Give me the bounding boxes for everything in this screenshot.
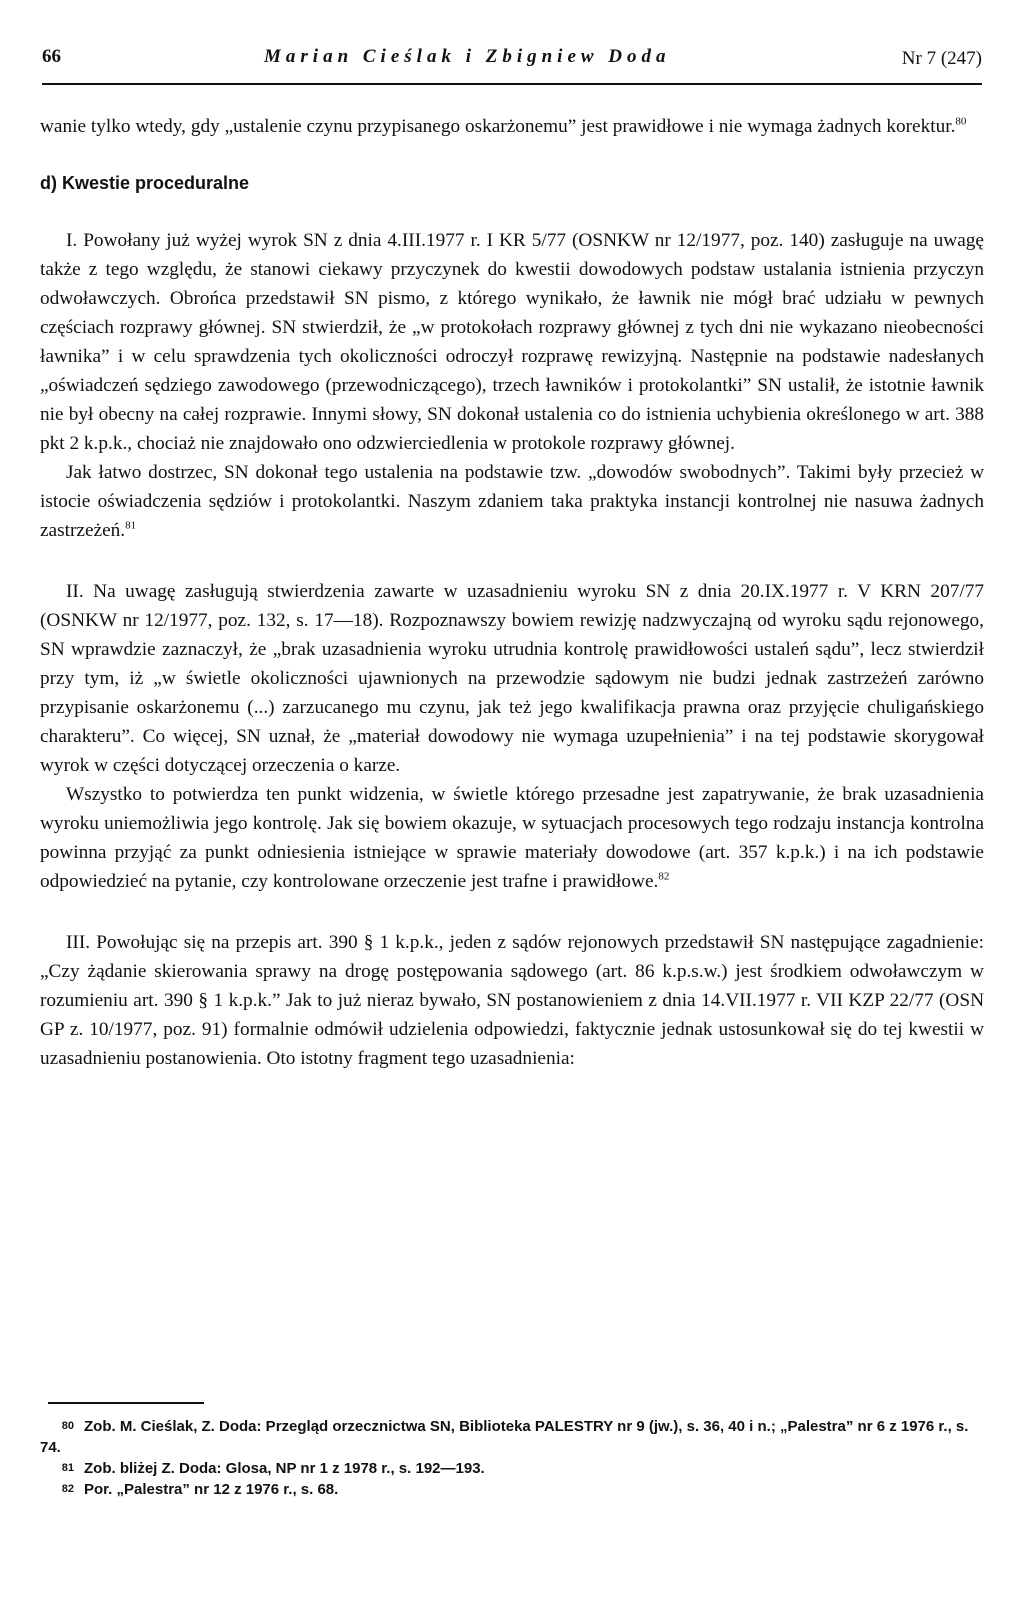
footnote-text: Zob. bliżej Z. Doda: Glosa, NP nr 1 z 1978 r., s. 192—193.: [84, 1460, 485, 1477]
running-title: Marian Cieślak i Zbigniew Doda: [264, 46, 671, 67]
paragraph-continuation: [40, 112, 984, 141]
footnote-81: [40, 1458, 984, 1479]
header-rule: [42, 83, 982, 85]
paragraph-text: Jak łatwo dostrzec, SN dokonał tego ustalenia na podstawie tzw. „dowodów swobodnych”. Takimi były przecież w istocie oświadczenia sędziów i protokolantki. Naszym zdaniem taka praktyka instancji kontrolnej nie nasuwa żadnych zastrzeżeń.: [40, 462, 984, 541]
paragraph-III: III. Powołując się na przepis art. 390 § 1 k.p.k., jeden z sądów rejonowych przedstawił SN następujące zagadnienie: „Czy żądanie skierowania sprawy na drogę postępowania sądowego (art. 86 k.p.s.w.) jest środkiem odwoławczym w rozumieniu art. 390 § 1 k.p.k.” Jak to już nieraz bywało, SN postanowieniem z dnia 14.VII.1977 r. VII KZP 22/77 (OSN GP z. 10/1977, poz. 91) formalnie odmówił udzielenia odpowiedzi, faktycznie jednak ustosunkował się do tej kwestii w uzasadnieniu postanowienia. Oto istotny fragment tego uzasadnienia:: [40, 932, 984, 1069]
paragraph-swobodne: [40, 458, 984, 545]
body-text: [40, 112, 984, 1073]
paragraph-uzasadnienie: [40, 780, 984, 896]
footnote-ref-81: 81: [125, 519, 137, 532]
footnote-ref-80: 80: [955, 115, 967, 128]
footnote-82: [40, 1479, 984, 1500]
footnote-text: Por. „Palestra” nr 12 z 1976 r., s. 68.: [84, 1481, 339, 1498]
paragraph-text: Wszystko to potwierdza ten punkt widzenia, w świetle którego przesadne jest zapatrywanie, że brak uzasadnienia wyroku uniemożliwia jego kontrolę. Jak się bowiem okazuje, w sytuacjach procesowych tego rodzaju instancja kontrolna powinna przyjąć za punkt odniesienia istniejące w sprawie materiały dowodowe (art. 357 k.p.k.) i na ich podstawie odpowiedzieć na pytanie, czy kontrolowane orzeczenie jest trafne i prawidłowe.: [40, 784, 984, 892]
footnote-text: Zob. M. Cieślak, Z. Doda: Przegląd orzecznictwa SN, Biblioteka PALESTRY nr 9 (jw.), s. 36, 40 i n.; „Palestra” nr 6 z 1976 r., s. 74.: [40, 1418, 969, 1456]
section-subheading: d) Kwestie proceduralne: [40, 173, 250, 193]
page-header: [42, 36, 982, 76]
footnotes: [40, 1416, 984, 1500]
footnote-number: 82: [61, 1483, 74, 1495]
footnote-number: 81: [61, 1462, 74, 1474]
paragraph-text: wanie tylko wtedy, gdy „ustalenie czynu przypisanego oskarżonemu” jest prawidłowe i nie wymaga żadnych korektur.: [40, 116, 956, 137]
footnote-number: 80: [61, 1420, 74, 1432]
paragraph-II: II. Na uwagę zasługują stwierdzenia zawarte w uzasadnieniu wyroku SN z dnia 20.IX.1977 r. V KRN 207/77 (OSNKW nr 12/1977, poz. 132, s. 17—18). Rozpoznawszy bowiem rewizję nadzwyczajną od wyroku sądu rejonowego, SN wprawdzie zaznaczył, że „brak uzasadnienia wyroku utrudnia kontrolę prawidłowości ustaleń sądu”, lecz stwierdził przy tym, iż „w świetle okoliczności ujawnionych na przewodzie sądowym nie budzi jednak zastrzeżeń zarówno przypisanie oskarżonemu (...) zarzucanego mu czynu, jak też jego kwalifikacja prawna oraz przyjęcie chuligańskiego charakteru”. Co więcej, SN uznał, że „materiał dowodowy nie wymaga uzupełnienia” i na tej podstawie skorygował wyrok w części dotyczącej orzeczenia o karze.: [40, 581, 984, 776]
paragraph-I: I. Powołany już wyżej wyrok SN z dnia 4.III.1977 r. I KR 5/77 (OSNKW nr 12/1977, poz. 140) zasługuje na uwagę także z tego względu, że stanowi ciekawy przyczynek do kwestii dowodowych podstaw ustalania istnienia przyczyn odwoławczych. Obrońca przedstawił SN pismo, z którego wynikało, że ławnik nie mógł brać udziału w pewnych częściach rozprawy głównej. SN stwierdził, że „w protokołach rozprawy głównej z tych dni nie wykazano nieobecności ławnika” i w celu sprawdzenia tych okoliczności odroczył rozprawę rewizyjną. Następnie na podstawie nadesłanych „oświadczeń sędziego zawodowego (przewodniczącego), trzech ławników i protokolantki” SN ustalił, że istotnie ławnik nie był obecny na całej rozprawie. Innymi słowy, SN dokonał ustalenia co do istnienia uchybienia określonego w art. 388 pkt 2 k.p.k., chociaż nie znajdowało ono odzwierciedlenia w protokole rozprawy głównej.: [40, 230, 984, 454]
footnote-rule: [48, 1402, 204, 1404]
page-number: 66: [42, 46, 61, 67]
footnote-80: [40, 1416, 984, 1458]
issue-label: Nr 7 (247): [901, 48, 982, 69]
footnote-ref-82: 82: [658, 870, 670, 883]
